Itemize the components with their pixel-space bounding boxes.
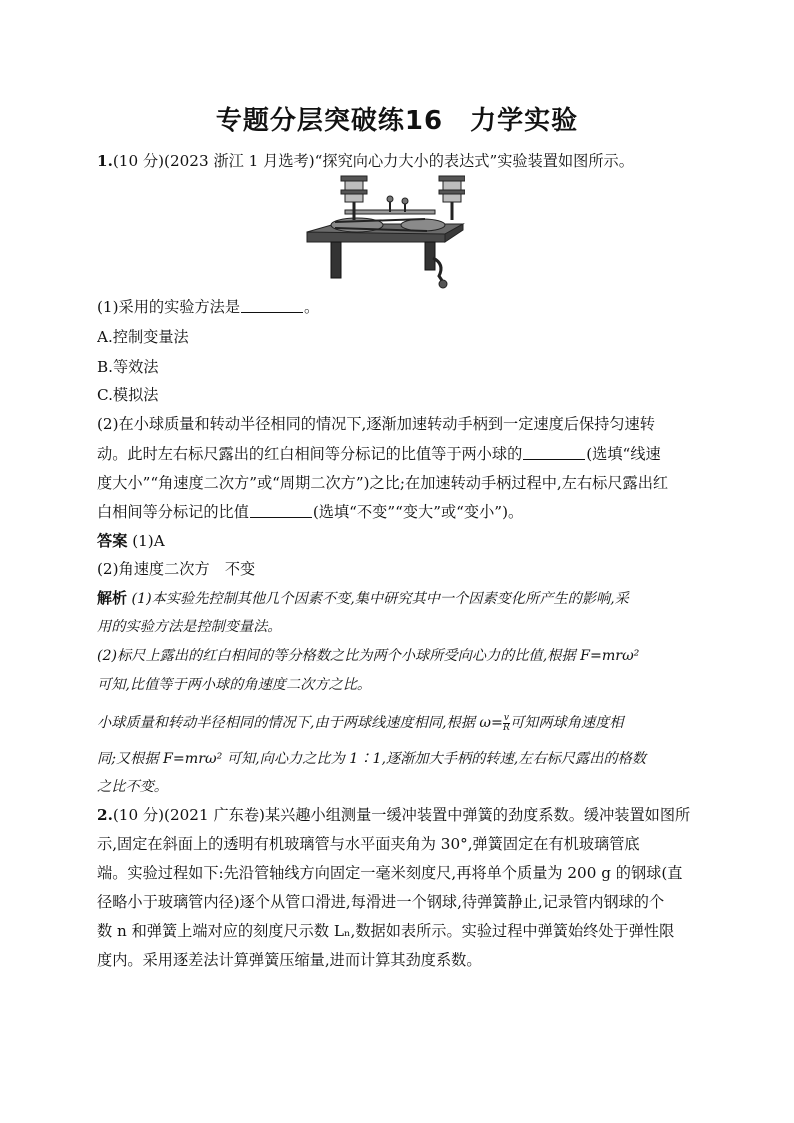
page-title: 专题分层突破练16 力学实验 xyxy=(215,106,579,136)
q1-sub1 xyxy=(97,296,707,318)
q1-option-c: C.模拟法 xyxy=(97,386,159,404)
answer-label: 答案 xyxy=(97,532,128,550)
q1-sub2-line4-text: 白相间等分标记的比值 xyxy=(97,503,249,521)
q1-analysis-line5 xyxy=(97,711,707,735)
q2-line1-text: (10 分)(2021 广东卷)某兴趣小组测量一缓冲装置中弹簧的劲度系数。缓冲装置如图所 xyxy=(112,806,691,824)
q2-line2: 示,固定在斜面上的透明有机玻璃管与水平面夹角为 30°,弹簧固定在有机玻璃管底 xyxy=(97,835,640,853)
analysis-text-1: (1)本实验先控制其他几个因素不变,集中研究其中一个因素变化所产生的影响,采 xyxy=(131,591,629,607)
q2-number: 2. xyxy=(97,806,113,824)
formula-f-mrw2-2: F=mrω² xyxy=(163,751,223,767)
q1-stem-text: (10 分)(2023 浙江 1 月选考)“探究向心力大小的表达式”实验装置如图所示。 xyxy=(112,152,634,170)
q1-sub2-line4-suffix: (选填“不变”“变大”或“变小”)。 xyxy=(312,503,524,521)
q2-line6: 度内。采用逐差法计算弹簧压缩量,进而计算其劲度系数。 xyxy=(97,951,482,969)
q1-analysis-line2: 用的实验方法是控制变量法。 xyxy=(97,619,282,635)
fraction-v-over-r xyxy=(503,714,510,733)
q1-sub2-line3: 度大小”“角速度二次方”或“周期二次方”)之比;在加速转动手柄过程中,左右标尺露出红 xyxy=(97,474,669,492)
analysis-text-6-suffix: 可知,向心力之比为 1∶1,逐渐加大手柄的转速,左右标尺露出的格数 xyxy=(222,751,646,767)
q1-sub1-suffix: 。 xyxy=(304,298,320,316)
q1-sub1-text: (1)采用的实验方法是 xyxy=(97,298,241,316)
q1-analysis-line3 xyxy=(97,645,707,667)
analysis-text-5-suffix: 可知两球角速度相 xyxy=(509,715,624,731)
analysis-label: 解析 xyxy=(97,589,128,607)
formula-f-mrw2: F=mrω² xyxy=(580,648,640,664)
q1-option-a: A.控制变量法 xyxy=(97,328,189,346)
q1-analysis-line4: 可知,比值等于两小球的角速度二次方之比。 xyxy=(97,677,372,693)
q1-analysis-line6 xyxy=(97,748,707,770)
q1-option-b: B.等效法 xyxy=(97,358,159,376)
answer-blank-2[interactable] xyxy=(523,444,585,460)
q1-analysis-line7: 之比不变。 xyxy=(97,779,168,795)
fraction-denominator: R xyxy=(503,722,510,733)
q1-analysis-line1 xyxy=(97,587,707,610)
q1-sub2-line2 xyxy=(97,443,707,465)
formula-omega: ω= xyxy=(479,715,503,731)
q2-line1 xyxy=(97,804,707,826)
analysis-text-5: 小球质量和转动半径相同的情况下,由于两球线速度相同,根据 xyxy=(97,715,480,731)
q1-sub2-line4 xyxy=(97,501,707,523)
q1-number: 1. xyxy=(97,152,113,170)
centripetal-force-apparatus-figure xyxy=(305,172,465,290)
analysis-text-3: (2)标尺上露出的红白相间的等分格数之比为两个小球所受向心力的比值,根据 xyxy=(97,648,581,664)
q1-sub2-line2-suffix: (选填“线速 xyxy=(586,445,661,463)
q1-answer-line1 xyxy=(97,530,707,552)
answer-1: (1)A xyxy=(132,532,165,550)
q2-line5: 数 n 和弹簧上端对应的刻度尺示数 Lₙ,数据如表所示。实验过程中弹簧始终处于弹性限 xyxy=(97,922,675,940)
q2-line3: 端。实验过程如下:先沿管轴线方向固定一毫米刻度尺,再将单个质量为 200 g 的钢球(直 xyxy=(97,864,683,882)
fraction-numerator: v xyxy=(503,712,509,723)
analysis-text-6: 同;又根据 xyxy=(97,751,164,767)
q2-line4: 径略小于玻璃管内径)逐个从管口滑进,每滑进一个钢球,待弹簧静止,记录管内钢球的个 xyxy=(97,893,665,911)
answer-blank-3[interactable] xyxy=(250,502,312,518)
q1-answer-line2: (2)角速度二次方 不变 xyxy=(97,560,256,578)
q1-sub2-line2-text: 动。此时左右标尺露出的红白相间等分标记的比值等于两小球的 xyxy=(97,445,523,463)
q1-stem xyxy=(97,150,707,172)
answer-blank-1[interactable] xyxy=(241,297,303,313)
q1-sub2-line1: (2)在小球质量和转动半径相同的情况下,逐渐加速转动手柄到一定速度后保持匀速转 xyxy=(97,415,655,433)
